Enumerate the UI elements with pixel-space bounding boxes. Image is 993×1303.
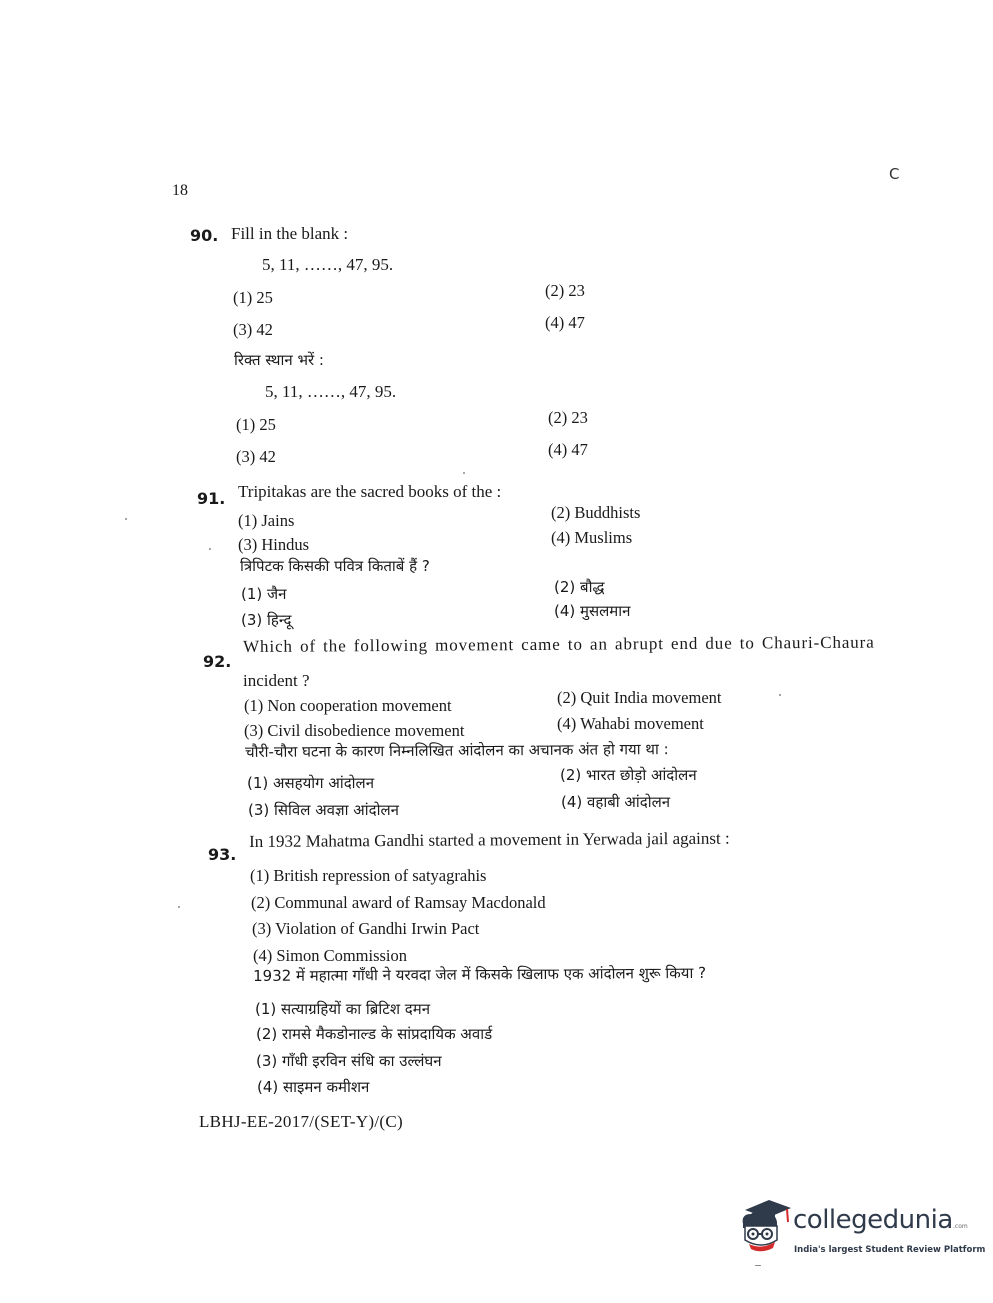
option-3-en: (3) Civil disobedience movement [244,721,465,740]
option-4-en: (4) Wahabi movement [557,714,704,733]
scan-speck [209,548,211,550]
question-text-en-line1: Which of the following movement came to an abrupt end due to Chauri-Chaura [243,632,875,656]
option-2-hi: (2) भारत छोड़ो आंदोलन [560,766,697,784]
scan-speck [125,518,127,520]
logo-domain-suffix: .com [953,1223,968,1230]
scan-speck [779,694,781,696]
question-text-hi: रिक्त स्थान भरें : [234,351,324,369]
option-2-hi: (2) रामसे मैकडोनाल्ड के सांप्रदायिक अवार्ड [256,1025,493,1043]
scan-speck [178,906,180,908]
option-1-en: (1) British repression of satyagrahis [250,866,487,885]
option-4-en: (4) 47 [545,313,585,332]
question-text-hi: त्रिपिटक किसकी पवित्र किताबें हैं ? [240,557,430,575]
option-2-en: (2) Quit India movement [557,688,722,707]
logo-tagline: India's largest Student Review Platform [794,1245,986,1255]
option-4-hi: (4) साइमन कमीशन [257,1078,370,1096]
scan-speck [755,1265,761,1266]
option-2-hi: (2) बौद्ध [554,578,605,596]
option-2-hi: (2) 23 [548,408,588,427]
option-1-hi: (1) सत्याग्रहियों का ब्रिटिश दमन [255,1000,431,1018]
option-3-en: (3) Violation of Gandhi Irwin Pact [252,919,480,938]
question-number: 90. [190,226,219,245]
option-2-en: (2) 23 [545,281,585,300]
question-text-en: Fill in the blank : [231,224,349,243]
question-number: 93. [208,845,237,864]
option-1-hi: (1) असहयोग आंदोलन [247,774,375,792]
option-4-en: (4) Muslims [551,528,633,547]
number-series-en: 5, 11, ……, 47, 95. [262,255,394,274]
option-3-en: (3) Hindus [238,535,310,554]
question-text-en: Tripitakas are the sacred books of the : [238,482,502,501]
option-1-en: (1) Jains [238,511,295,530]
option-1-hi: (1) 25 [236,415,276,434]
option-3-hi: (3) सिविल अवज्ञा आंदोलन [248,801,399,819]
question-number: 92. [203,652,232,671]
option-1-en: (1) 25 [233,288,273,307]
option-1-hi: (1) जैन [241,585,287,603]
question-text-hi: चौरी-चौरा घटना के कारण निम्नलिखित आंदोलन का अचानक अंत हो गया था : [245,740,669,761]
question-number: 91. [197,489,226,508]
question-text-hi: 1932 में महात्मा गाँधी ने यरवदा जेल में किसके खिलाफ एक आंदोलन शुरू किया ? [253,963,707,985]
logo-wordmark: collegedunia [793,1205,953,1235]
option-4-en: (4) Simon Commission [253,946,408,965]
scan-speck [463,472,465,474]
collegedunia-logo [735,1196,986,1258]
option-4-hi: (4) वहाबी आंदोलन [561,793,671,811]
paper-code: LBHJ-EE-2017/(SET-Y)/(C) [199,1112,403,1131]
option-3-en: (3) 42 [233,320,273,339]
option-1-en: (1) Non cooperation movement [244,696,452,715]
option-4-hi: (4) मुसलमान [554,602,631,620]
question-text-en: In 1932 Mahatma Gandhi started a movement in Yerwada jail against : [249,828,730,851]
question-text-en-line2: incident ? [243,671,310,690]
option-3-hi: (3) हिन्दू [241,611,292,629]
number-series-hi: 5, 11, ……, 47, 95. [265,382,397,401]
option-3-hi: (3) 42 [236,447,276,466]
option-4-hi: (4) 47 [548,440,588,459]
option-3-hi: (3) गाँधी इरविन संधि का उल्लंघन [256,1052,442,1070]
option-2-en: (2) Buddhists [551,503,641,522]
option-2-en: (2) Communal award of Ramsay Macdonald [251,893,546,912]
mascot-icon [735,1196,795,1256]
page-number: 18 [172,182,188,199]
set-letter: C [889,165,900,183]
